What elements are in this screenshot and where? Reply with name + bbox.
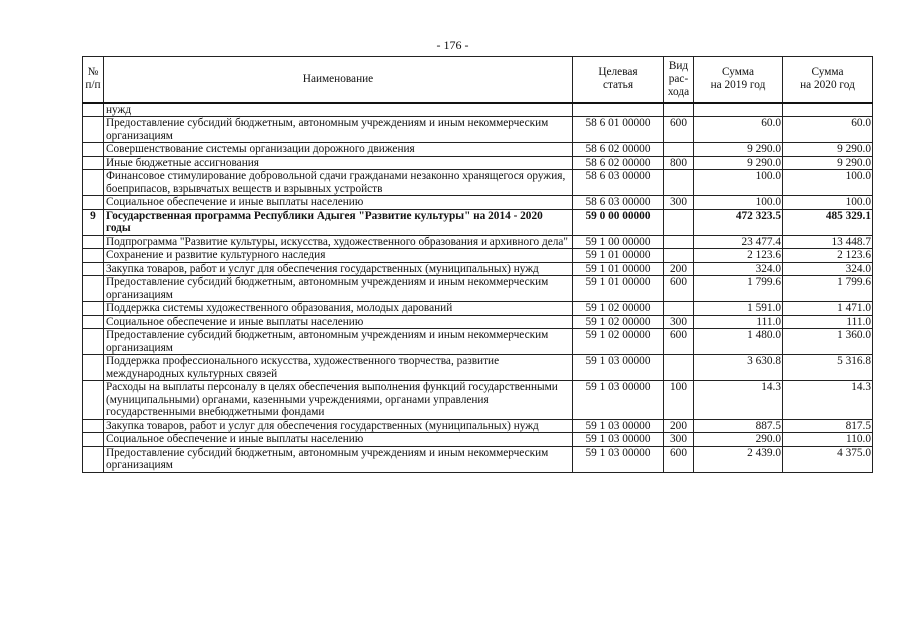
cell-type <box>664 143 694 157</box>
cell-sum-2019: 23 477.4 <box>694 235 783 249</box>
cell-sum-2019: 324.0 <box>694 262 783 276</box>
table-row <box>83 249 873 263</box>
cell-name: Предоставление субсидий бюджетным, автономным учреждениям и иным некоммерческим организациям <box>104 329 573 355</box>
cell-code: 59 0 00 00000 <box>573 209 664 235</box>
cell-num <box>83 156 104 170</box>
cell-sum-2020: 324.0 <box>783 262 873 276</box>
table-row <box>83 419 873 433</box>
cell-sum-2020: 60.0 <box>783 117 873 143</box>
cell-code: 59 1 03 00000 <box>573 381 664 420</box>
cell-sum-2019: 100.0 <box>694 196 783 210</box>
cell-num <box>83 117 104 143</box>
cell-sum-2020: 13 448.7 <box>783 235 873 249</box>
table-row <box>83 446 873 472</box>
cell-code <box>573 103 664 117</box>
cell-code: 58 6 03 00000 <box>573 196 664 210</box>
cell-name: Поддержка профессионального искусства, художественного творчества, развитие международных культурных связей <box>104 355 573 381</box>
cell-sum-2020: 4 375.0 <box>783 446 873 472</box>
table-row <box>83 302 873 316</box>
table-row <box>83 156 873 170</box>
cell-code: 59 1 01 00000 <box>573 262 664 276</box>
cell-num <box>83 302 104 316</box>
cell-type: 600 <box>664 276 694 302</box>
cell-name: Предоставление субсидий бюджетным, автономным учреждениям и иным некоммерческим организациям <box>104 276 573 302</box>
cell-num <box>83 235 104 249</box>
cell-name: Подпрограмма "Развитие культуры, искусства, художественного образования и архивного дела" <box>104 235 573 249</box>
cell-num <box>83 315 104 329</box>
cell-code: 59 1 03 00000 <box>573 433 664 447</box>
cell-type: 300 <box>664 315 694 329</box>
table-row <box>83 103 873 117</box>
cell-sum-2020: 485 329.1 <box>783 209 873 235</box>
cell-sum-2020 <box>783 103 873 117</box>
cell-sum-2019: 3 630.8 <box>694 355 783 381</box>
cell-name: Государственная программа Республики Адыгея "Развитие культуры" на 2014 - 2020 годы <box>104 209 573 235</box>
header-type: Вид рас- хода <box>664 57 694 103</box>
cell-sum-2019: 1 480.0 <box>694 329 783 355</box>
cell-num <box>83 329 104 355</box>
cell-type <box>664 103 694 117</box>
cell-code: 59 1 03 00000 <box>573 419 664 433</box>
cell-num <box>83 446 104 472</box>
cell-num <box>83 170 104 196</box>
cell-sum-2020: 9 290.0 <box>783 156 873 170</box>
cell-name: Закупка товаров, работ и услуг для обеспечения государственных (муниципальных) нужд <box>104 419 573 433</box>
cell-type: 800 <box>664 156 694 170</box>
header-code: Целевая статья <box>573 57 664 103</box>
table-row <box>83 276 873 302</box>
cell-code: 59 1 02 00000 <box>573 315 664 329</box>
cell-type: 300 <box>664 433 694 447</box>
cell-code: 58 6 03 00000 <box>573 170 664 196</box>
cell-code: 59 1 02 00000 <box>573 329 664 355</box>
cell-code: 59 1 01 00000 <box>573 276 664 302</box>
cell-type <box>664 355 694 381</box>
cell-name: Расходы на выплаты персоналу в целях обеспечения выполнения функций государственными (муниципальными) органами, казенными учреждениями, органами управления государственными внебюджетными фондами <box>104 381 573 420</box>
cell-sum-2020: 817.5 <box>783 419 873 433</box>
cell-num <box>83 355 104 381</box>
cell-sum-2020: 1 799.6 <box>783 276 873 302</box>
cell-code: 58 6 01 00000 <box>573 117 664 143</box>
cell-name: Сохранение и развитие культурного наследия <box>104 249 573 263</box>
cell-sum-2020: 2 123.6 <box>783 249 873 263</box>
cell-sum-2019: 111.0 <box>694 315 783 329</box>
cell-name: Социальное обеспечение и иные выплаты населению <box>104 433 573 447</box>
cell-num <box>83 262 104 276</box>
cell-sum-2020: 111.0 <box>783 315 873 329</box>
cell-code: 59 1 00 00000 <box>573 235 664 249</box>
table-body <box>83 103 873 473</box>
cell-num <box>83 103 104 117</box>
header-sum-2019: Сумма на 2019 год <box>694 57 783 103</box>
cell-type <box>664 209 694 235</box>
table-row <box>83 143 873 157</box>
cell-sum-2019: 2 439.0 <box>694 446 783 472</box>
cell-sum-2020: 1 360.0 <box>783 329 873 355</box>
cell-num <box>83 419 104 433</box>
cell-code: 58 6 02 00000 <box>573 156 664 170</box>
cell-code: 59 1 03 00000 <box>573 355 664 381</box>
cell-sum-2019: 1 591.0 <box>694 302 783 316</box>
cell-type: 600 <box>664 329 694 355</box>
table-row <box>83 117 873 143</box>
cell-num <box>83 196 104 210</box>
cell-type: 600 <box>664 446 694 472</box>
cell-name: Поддержка системы художественного образования, молодых дарований <box>104 302 573 316</box>
cell-name: Финансовое стимулирование добровольной сдачи гражданами незаконно хранящегося оружия, боеприпасов, взрывчатых веществ и взрывных устройств <box>104 170 573 196</box>
table-row <box>83 329 873 355</box>
cell-sum-2019: 60.0 <box>694 117 783 143</box>
table-row <box>83 209 873 235</box>
cell-sum-2019: 9 290.0 <box>694 156 783 170</box>
table-row <box>83 355 873 381</box>
table-row <box>83 381 873 420</box>
cell-type <box>664 170 694 196</box>
header-num: № п/п <box>83 57 104 103</box>
cell-sum-2020: 100.0 <box>783 196 873 210</box>
cell-name: Социальное обеспечение и иные выплаты населению <box>104 196 573 210</box>
cell-num <box>83 276 104 302</box>
cell-name: Социальное обеспечение и иные выплаты населению <box>104 315 573 329</box>
cell-sum-2019: 290.0 <box>694 433 783 447</box>
cell-sum-2019: 2 123.6 <box>694 249 783 263</box>
cell-type <box>664 302 694 316</box>
cell-sum-2019: 1 799.6 <box>694 276 783 302</box>
cell-sum-2020: 1 471.0 <box>783 302 873 316</box>
cell-code: 59 1 03 00000 <box>573 446 664 472</box>
cell-type <box>664 235 694 249</box>
cell-name: Иные бюджетные ассигнования <box>104 156 573 170</box>
cell-type: 200 <box>664 419 694 433</box>
cell-sum-2020: 14.3 <box>783 381 873 420</box>
table-row <box>83 196 873 210</box>
cell-code: 59 1 01 00000 <box>573 249 664 263</box>
table-row <box>83 170 873 196</box>
cell-num <box>83 249 104 263</box>
cell-code: 58 6 02 00000 <box>573 143 664 157</box>
table-row <box>83 315 873 329</box>
cell-sum-2020: 110.0 <box>783 433 873 447</box>
table-row <box>83 262 873 276</box>
cell-name: Закупка товаров, работ и услуг для обеспечения государственных (муниципальных) нужд <box>104 262 573 276</box>
cell-num <box>83 433 104 447</box>
cell-sum-2019: 9 290.0 <box>694 143 783 157</box>
table-row <box>83 235 873 249</box>
cell-num <box>83 381 104 420</box>
table-row <box>83 433 873 447</box>
cell-type: 300 <box>664 196 694 210</box>
cell-sum-2019: 472 323.5 <box>694 209 783 235</box>
cell-code: 59 1 02 00000 <box>573 302 664 316</box>
cell-type: 100 <box>664 381 694 420</box>
cell-num: 9 <box>83 209 104 235</box>
cell-sum-2020: 100.0 <box>783 170 873 196</box>
cell-name: Предоставление субсидий бюджетным, автономным учреждениям и иным некоммерческим организациям <box>104 117 573 143</box>
cell-sum-2019: 14.3 <box>694 381 783 420</box>
cell-sum-2020: 9 290.0 <box>783 143 873 157</box>
page-number: - 176 - <box>436 38 469 52</box>
table-header <box>83 57 873 103</box>
cell-name: нужд <box>104 103 573 117</box>
cell-name: Совершенствование системы организации дорожного движения <box>104 143 573 157</box>
header-sum-2020: Сумма на 2020 год <box>783 57 873 103</box>
cell-sum-2019: 887.5 <box>694 419 783 433</box>
cell-type: 600 <box>664 117 694 143</box>
cell-type <box>664 249 694 263</box>
cell-name: Предоставление субсидий бюджетным, автономным учреждениям и иным некоммерческим организациям <box>104 446 573 472</box>
header-name: Наименование <box>104 57 573 103</box>
cell-sum-2019: 100.0 <box>694 170 783 196</box>
cell-sum-2020: 5 316.8 <box>783 355 873 381</box>
cell-num <box>83 143 104 157</box>
cell-type: 200 <box>664 262 694 276</box>
budget-table <box>82 56 873 473</box>
cell-sum-2019 <box>694 103 783 117</box>
